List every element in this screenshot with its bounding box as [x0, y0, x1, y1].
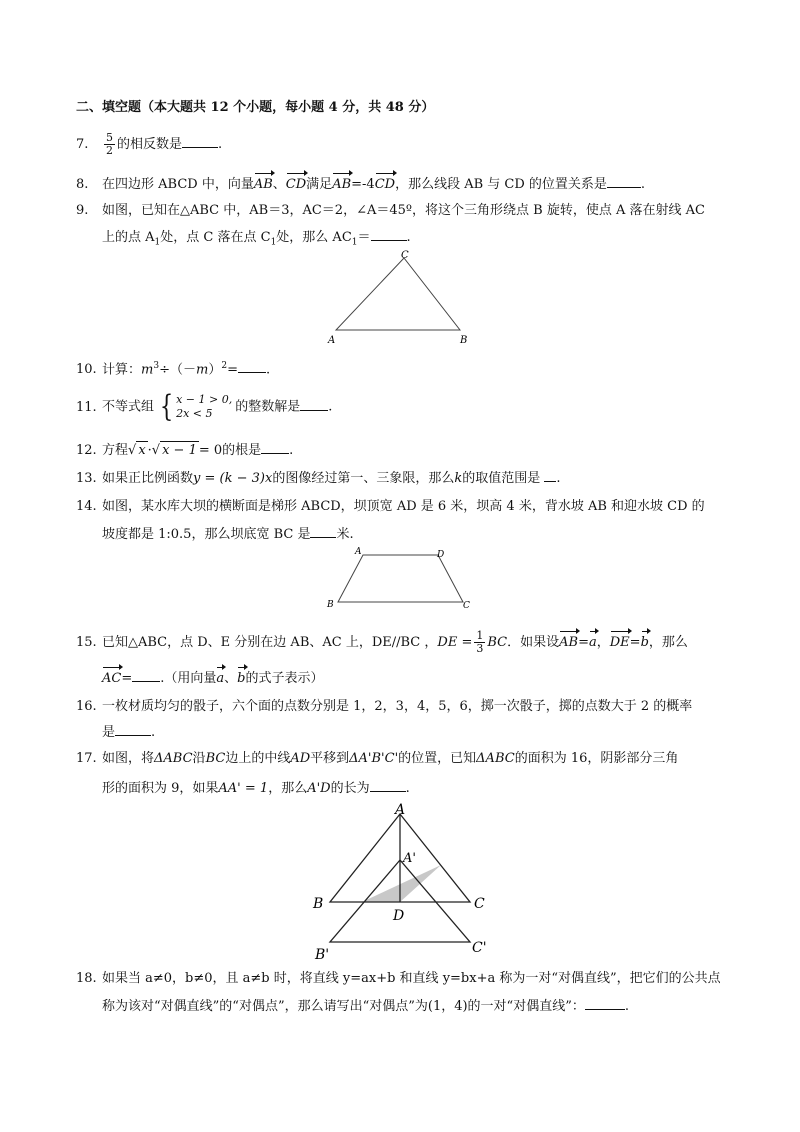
vector-ab: AB — [332, 177, 352, 192]
label-c-prime: C' — [472, 940, 487, 956]
question-11: 11. 不等式组 { x − 1 > 0, 2x < 5 的整数解是 . — [76, 389, 333, 424]
label-c: C — [401, 250, 409, 261]
label-c: C — [463, 601, 470, 610]
question-14: 14. 如图，某水库大坝的横断面是梯形 ABCD，坝顶宽 AD 是 6 米，坝高 4 米，背水坡 AB 和迎水坡 CD 的 — [76, 499, 705, 514]
vector-cd: CD — [285, 177, 307, 192]
question-17-line-2: 形的面积为 9，如果AA' = 1，那么A'D的长为 . — [102, 778, 410, 798]
vector-ab: AB — [253, 177, 273, 192]
question-17: 17. 如图，将ΔABC沿BC边上的中线AD平移到ΔA'B'C'的位置，已知ΔABC的面积为 16，阴影部分三角 — [76, 751, 679, 766]
vector-a: a — [588, 635, 597, 650]
sqrt-x: x — [138, 443, 146, 458]
inequality-system: { x − 1 > 0, 2x < 5 — [159, 389, 233, 424]
trapezoid-outline — [338, 555, 463, 602]
question-18: 18. 如果当 a≠0，b≠0，且 a≠b 时，将直线 y=ax+b 和直线 y=bx+a 称为一对“对偶直线”，把它们的公共点 — [76, 971, 721, 986]
sqrt-x-minus-1: x − 1 — [162, 443, 197, 458]
vector-de: DE — [609, 635, 630, 650]
label-a: A — [395, 802, 406, 818]
fraction: $\frac{5}{2}$ — [106, 131, 113, 157]
question-9: 9. 如图，已知在△ABC 中，AB＝3，AC＝2，∠A＝45º，将这个三角形绕点 B 旋转，使点 A 落在射线 AC — [76, 203, 705, 218]
label-b: B — [327, 600, 334, 610]
vector-a: a — [216, 671, 225, 686]
translated-triangles-figure — [310, 802, 500, 964]
label-c: C — [474, 896, 485, 912]
vector-b: b — [237, 671, 246, 686]
section-title: 二、填空题（本大题共 12 个小题，每小题 4 分，共 48 分） — [76, 100, 435, 115]
answer-blank — [310, 524, 336, 538]
label-b: B — [460, 335, 468, 346]
vector-ac: AC — [102, 671, 122, 686]
vector-b: b — [640, 635, 649, 650]
answer-blank — [182, 134, 218, 148]
answer-blank — [238, 359, 266, 373]
question-number: 7. — [76, 137, 89, 152]
question-16-line-2: 是 . — [102, 722, 155, 742]
label-b: B — [313, 896, 324, 912]
answer-blank — [115, 722, 151, 736]
question-14-line-2: 坡度都是 1:0.5，那么坝底宽 BC 是 米. — [102, 524, 354, 544]
question-10: 10. 计算：$m^3\div(-m)^2=$ . — [76, 361, 271, 378]
triangle-outline — [336, 258, 460, 330]
answer-blank — [371, 227, 407, 241]
answer-blank — [585, 996, 625, 1010]
label-b-prime: B' — [315, 947, 330, 963]
vector-cd: CD — [374, 177, 396, 192]
fraction: $\frac{1}{3}$ — [476, 629, 484, 655]
answer-blank — [132, 668, 160, 682]
question-12: 12. 方程√ x ·√ x − 1 = 0的根是 . — [76, 440, 293, 460]
question-15: 15. 已知△ABC，点 D、E 分别在边 AB、AC 上，DE//BC ，DE = $\frac{1}{3}$ BC．如果设AB=a，DE=b，那么 — [76, 629, 688, 655]
answer-blank — [300, 397, 328, 411]
question-13: 13. 如果正比例函数y = (k − 3)x的图像经过第一、三象限，那么k的取值范围是 . — [76, 468, 561, 488]
label-a: A — [328, 335, 336, 346]
brace-icon: { — [159, 389, 174, 424]
question-15-line-2: AC= .（用向量a、b的式子表示） — [76, 668, 324, 688]
question-16: 16. 一枚材质均匀的骰子，六个面的点数分别是 1，2，3，4，5，6，掷一次骰子，掷的点数大于 2 的概率 — [76, 699, 693, 714]
label-d: D — [393, 908, 405, 924]
answer-blank — [370, 778, 406, 792]
answer-blank — [261, 440, 289, 454]
label-a-prime: A' — [403, 851, 416, 866]
trapezoid-abcd-figure — [325, 545, 475, 610]
question-18-line-2: 称为该对“对偶直线”的“对偶点”，那么请写出“对偶点”为(1，4)的一对“对偶直线”： . — [102, 996, 629, 1016]
label-d: D — [437, 550, 445, 560]
answer-blank — [544, 468, 556, 482]
question-8: 8. 在四边形 ABCD 中，向量AB、CD满足AB=-4CD，那么线段 AB 与 CD 的位置关系是 . — [76, 174, 645, 194]
vector-ab: AB — [559, 635, 579, 650]
shaded-triangle — [362, 865, 441, 902]
question-9-line-2: 上的点 $A_1$处，点 C 落在点 $C_1$处，那么 $AC_1=$ . — [102, 227, 411, 252]
answer-blank — [607, 174, 641, 188]
question-7: 7. $\frac{5}{2}$ 的相反数是 . — [76, 131, 223, 157]
label-a: A — [355, 547, 362, 557]
triangle-abc-figure — [320, 248, 480, 348]
